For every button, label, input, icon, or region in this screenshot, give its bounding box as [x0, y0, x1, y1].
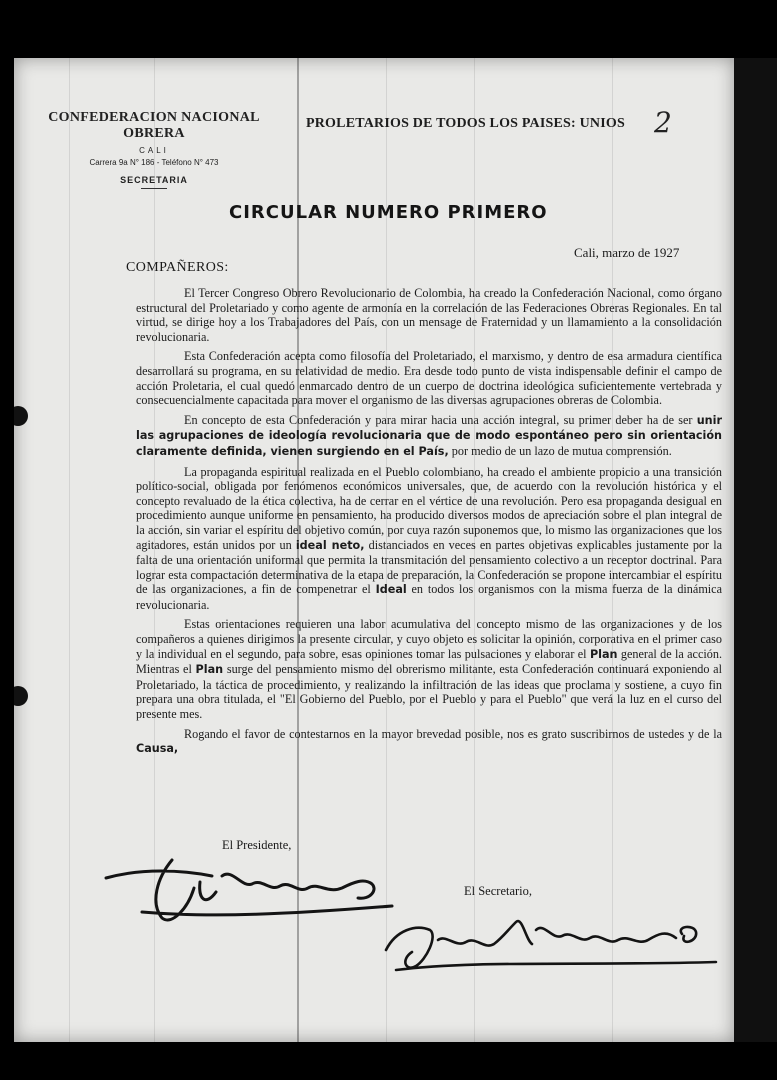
letterhead-office: SECRETARIA — [120, 175, 188, 185]
paragraph-4 — [136, 465, 722, 613]
punch-hole — [14, 406, 28, 426]
paragraph-4-text-a: La propaganda espiritual realizada en el Pueblo colombiano, ha creado el ambiente propicio a una transición político-social, obligada por fenómenos económicos universales, que, de acuerdo con la revolución histórica y el concepto revaluado de la ética colectiva, ha de cerrar en el vértice de una revolución. Pero esa propaganda desigual en procedimiento aunque uniforme en pensamiento, ha producido diversos modos de apreciación sobre el plan integral de la acción, sin variar el espíritu del objetivo común, por cuya razón suponemos que, lo mismo las organizaciones que los agitadores, están unidos por un — [136, 464, 722, 552]
salutation: COMPAÑEROS: — [126, 260, 229, 275]
paragraph-4-emphasis-2: Ideal — [375, 583, 407, 597]
letterhead-rule — [141, 188, 167, 189]
paragraph-3 — [136, 413, 722, 460]
paragraph-5-text-c: surge del pensamiento mismo del obrerismo militante, esta Confederación continuará exponiendo al Proletariado, la táctica de procedimiento, y realizando la infiltración de las ideas que proclama y sostiene, a cuyo fin prepara una obra titulada, el "El Gobierno del Pueblo, por el Pueblo y para el Pueblo" que verá la luz en el curso del presente mes. — [136, 662, 722, 722]
motto: PROLETARIOS DE TODOS LOS PAISES: UNIOS — [306, 116, 625, 131]
letterhead — [44, 110, 264, 189]
paragraph-5 — [136, 617, 722, 721]
paragraph-4-text-c: en todos los organismos con la misma fuerza de la dinámica revolucionaria. — [136, 582, 722, 612]
dateline: Cali, marzo de 1927 — [574, 245, 680, 260]
paragraph-4-emphasis-1: ideal neto, — [295, 538, 365, 552]
secretary-label: El Secretario, — [464, 884, 533, 898]
letterhead-city: CALI — [139, 146, 169, 155]
paragraph-6-text: Rogando el favor de contestarnos en la mayor brevedad posible, nos es grato suscribirnos de ustedes y de la — [184, 726, 722, 741]
president-signature-icon — [102, 848, 402, 928]
paragraph-5-emphasis-2: Plan — [195, 663, 224, 677]
document-page — [14, 58, 734, 1042]
secretary-signature-icon — [376, 900, 726, 990]
paragraph-3-text-a: En concepto de esta Confederación y para mirar hacia una acción integral, su primer deber ha de ser — [184, 412, 697, 427]
president-label: El Presidente, — [222, 838, 292, 852]
handwritten-page-number: 2 — [654, 106, 672, 139]
paragraph-6 — [136, 727, 722, 757]
punch-hole — [14, 686, 28, 706]
paragraph-5-emphasis-1: Plan — [589, 647, 618, 661]
paragraph-4-text-b: distanciados en veces en partes objetivas explicables justamente por la falta de una orientación uniformal que permita la transmitación del pensamiento colectivo a un receptor doctrinal. Para lograr esta compactación determinativa de la etapa de preparación, la Confederación se propone intercambiar el espíritu de las organizaciones, a fin de compenetrar el — [136, 537, 723, 597]
paragraph-5-text-b: general de la acción. Mientras el — [136, 646, 723, 677]
paragraph-6-emphasis: Causa, — [136, 742, 179, 756]
circular-title: CIRCULAR NUMERO PRIMERO — [229, 202, 548, 223]
paragraph-1: El Tercer Congreso Obrero Revolucionario de Colombia, ha creado la Confederación Nacional, como órgano estructural del Proletariado y como agente de armonía en la correlación de las Federaciones Obreras Regionales. En tal virtud, se dirige hoy a los Trabajadores del País, con un mensage de Fraternidad y un llamamiento a la consolidación revolucionaria. — [136, 286, 722, 344]
paragraph-5-text-a: Estas orientaciones requieren una labor acumulativa del concepto mismo de las organizaciones y de los compañeros a quienes dirigimos la presente circular, y cuyo objeto es solicitar la opinión, corporativa en el primer caso y la individual en el segundo, para sobre, esas opiniones tomar las pulsaciones y elaborar el — [136, 617, 722, 661]
paragraph-3-text-b: por medio de un lazo de mutua comprensión. — [448, 443, 672, 458]
paragraph-2: Esta Confederación acepta como filosofía del Proletariado, el marxismo, y dentro de esa armadura científica desarrollará su programa, en su relatividad de medio. Era desde todo punto de vista indispensable definir el campo de acción Proletaria, el cual quedó enmarcado dentro de un cuerpo de doctrina ideológica suficientemente vertebrada y consecuencialmente capacitada para mover el organismo de las diversas agrupaciones obreras de Colombia. — [136, 349, 722, 408]
scan-line — [69, 58, 70, 1042]
scan-border — [734, 58, 777, 1042]
letterhead-org: CONFEDERACION NACIONAL OBRERA — [48, 110, 260, 141]
letter-body — [136, 286, 722, 762]
letterhead-address: Carrera 9a N° 186 - Teléfono N° 473 — [89, 158, 219, 167]
paragraph-3-emphasis: unir las agrupaciones de ideología revolucionaria que de modo espontáneo pero sin orientación claramente definida, vienen surgiendo en el País, — [136, 413, 722, 458]
